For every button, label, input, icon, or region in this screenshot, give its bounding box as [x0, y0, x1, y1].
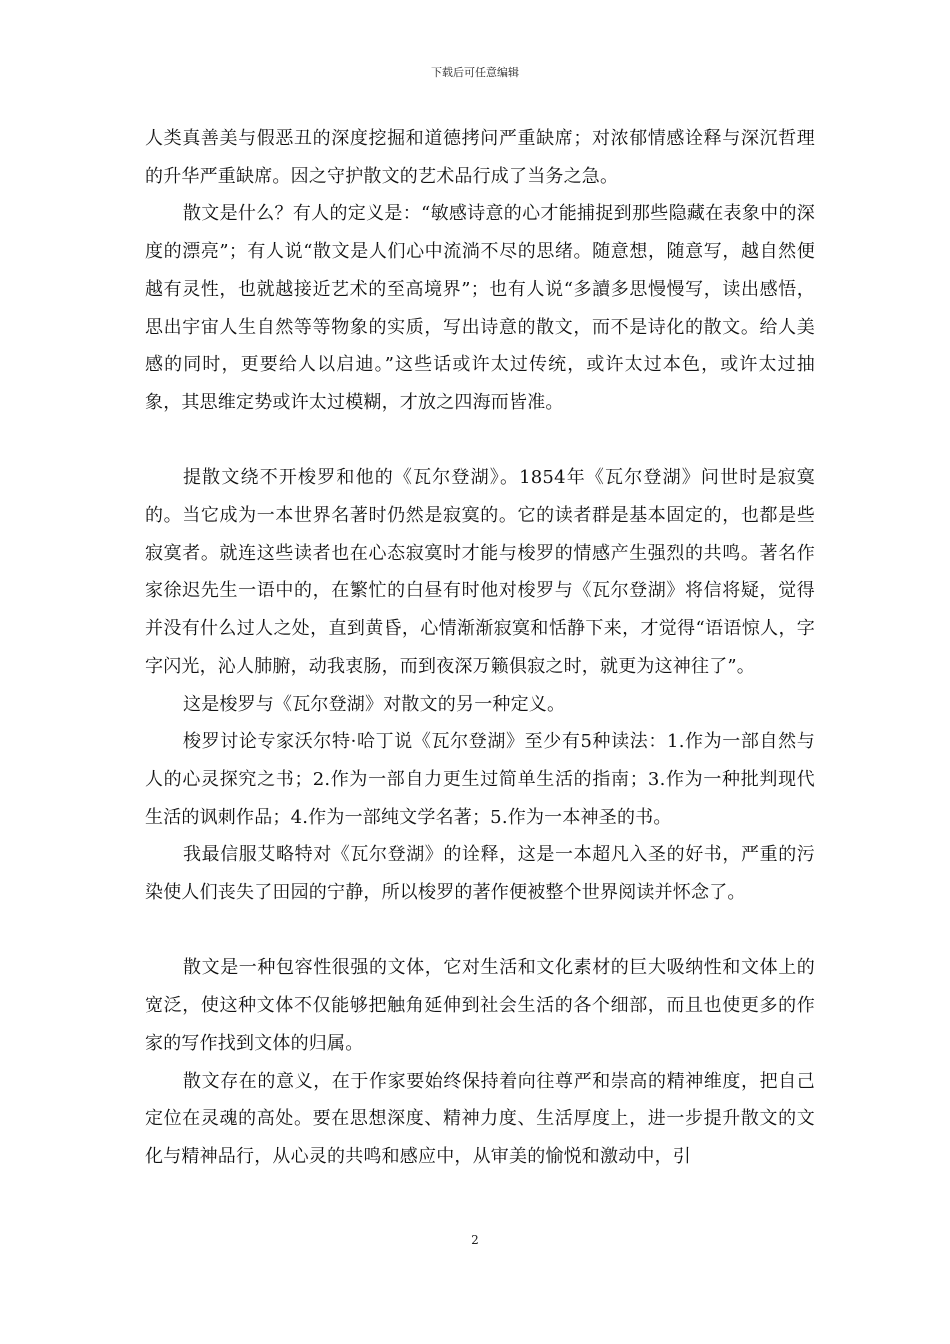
paragraph-4: 这是梭罗与《瓦尔登湖》对散文的另一种定义。	[183, 693, 566, 715]
paragraph-7: 散文是一种包容性很强的文体，它对生活和文化素材的巨大吸纳性和文体上的宽泛，使这种文体不仅能够把触角延伸到社会生活的各个细部，而且也使更多的作家的写作找到文体的归属。	[145, 957, 815, 1054]
paragraph-1: 人类真善美与假恶丑的深度挖掘和道德拷问严重缺席；对浓郁情感诠释与深沉哲理的升华严重缺席。因之守护散文的艺术品行成了当务之急。	[145, 128, 815, 187]
paragraph-3: 提散文绕不开梭罗和他的《瓦尔登湖》。1854年《瓦尔登湖》问世时是寂寞的。当它成为一本世界名著时仍然是寂寞的。它的读者群是基本固定的，也都是些寂寞者。就连这些读者也在心态寂寞时才能与梭罗的情感产生强烈的共鸣。著名作家徐迟先生一语中的，在繁忙的白昼有时他对梭罗与《瓦尔登湖》将信将疑，觉得并没有什么过人之处，直到黄昏，心情渐渐寂寞和恬静下来，才觉得“语语惊人，字字闪光，沁人肺腑，动我衷肠，而到夜深万籁俱寂之时，就更为这神往了”。	[145, 467, 815, 677]
paragraph-5: 梭罗讨论专家沃尔特·哈丁说《瓦尔登湖》至少有5种读法：1.作为一部自然与人的心灵探究之书；2.作为一部自力更生过简单生活的指南；3.作为一种批判现代生活的讽刺作品；4.作为一部纯文学名著；5.作为一本神圣的书。	[145, 731, 815, 828]
page-number: 2	[471, 1233, 479, 1247]
paragraph-2: 散文是什么？有人的定义是：“敏感诗意的心才能捕捉到那些隐藏在表象中的深度的漂亮”；有人说“散文是人们心中流淌不尽的思绪。随意想，随意写，越自然便越有灵性，也就越接近艺术的至高境界”；也有人说“多讀多思慢慢写，读出感悟，思出宇宙人生自然等等物象的实质，写出诗意的散文，而不是诗化的散文。给人美感的同时，更要给人以启迪。”这些话或许太过传统，或许太过本色，或许太过抽象，其思维定势或许太过模糊，才放之四海而皆准。	[145, 203, 815, 413]
paragraph-6: 我最信服艾略特对《瓦尔登湖》的诠释，这是一本超凡入圣的好书，严重的污染使人们丧失了田园的宁静，所以梭罗的著作便被整个世界阅读并怀念了。	[145, 844, 815, 904]
document-body	[145, 120, 815, 1176]
page-header: 下载后可任意编辑	[431, 66, 519, 79]
paragraph-8: 散文存在的意义，在于作家要始终保持着向往尊严和崇高的精神维度，把自己定位在灵魂的高处。要在思想深度、精神力度、生活厚度上，进一步提升散文的文化与精神品行，从心灵的共鸣和感应中，从审美的愉悦和激动中，引	[145, 1070, 815, 1167]
